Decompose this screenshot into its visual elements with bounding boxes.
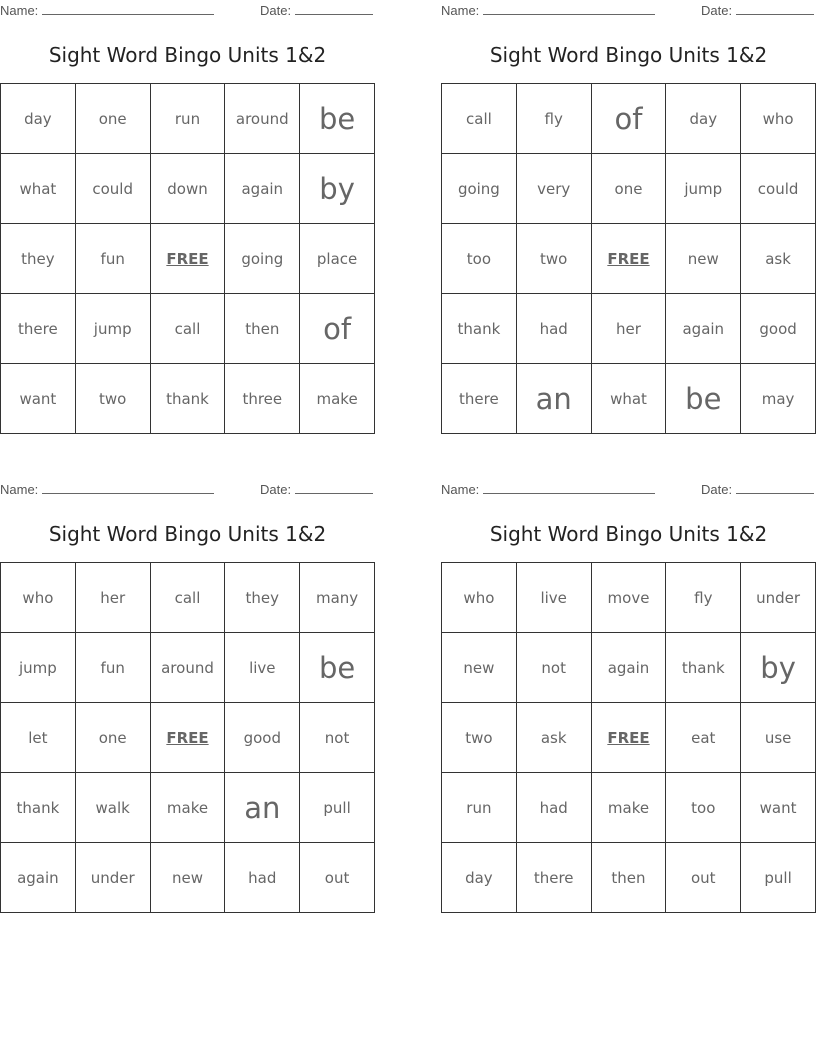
word-cell: of (591, 84, 666, 154)
date-field[interactable] (701, 482, 814, 497)
word-cell: not (516, 633, 591, 703)
card-title: Sight Word Bingo Units 1&2 (489, 522, 768, 546)
word-cell: had (516, 294, 591, 364)
name-line (42, 3, 214, 15)
word-cell: move (591, 563, 666, 633)
word-cell: new (150, 843, 225, 913)
word-cell: one (75, 84, 150, 154)
date-line (736, 3, 814, 15)
word-cell: day (442, 843, 517, 913)
name-field[interactable] (441, 3, 655, 18)
word-cell: want (1, 364, 76, 434)
word-cell: under (75, 843, 150, 913)
word-cell: again (225, 154, 300, 224)
bingo-grid (0, 83, 375, 434)
name-line (483, 482, 655, 494)
bingo-row (442, 224, 816, 294)
word-cell: day (1, 84, 76, 154)
word-cell: may (741, 364, 816, 434)
bingo-row (1, 843, 375, 913)
word-cell: let (1, 703, 76, 773)
bingo-row (1, 773, 375, 843)
word-cell: by (300, 154, 375, 224)
word-cell: not (300, 703, 375, 773)
word-cell: good (741, 294, 816, 364)
word-cell: fly (666, 563, 741, 633)
bingo-row (1, 224, 375, 294)
name-label: Name: (0, 3, 39, 18)
name-date-row (0, 3, 375, 19)
word-cell: good (225, 703, 300, 773)
word-cell: walk (75, 773, 150, 843)
free-space-cell: FREE (591, 703, 666, 773)
bingo-row (1, 633, 375, 703)
word-cell: of (300, 294, 375, 364)
word-cell: one (591, 154, 666, 224)
bingo-row (442, 633, 816, 703)
word-cell: jump (666, 154, 741, 224)
bingo-grid (0, 562, 375, 913)
word-cell: three (225, 364, 300, 434)
word-cell: two (75, 364, 150, 434)
word-cell: there (1, 294, 76, 364)
bingo-row (1, 703, 375, 773)
bingo-grid (441, 83, 816, 434)
word-cell: jump (75, 294, 150, 364)
date-label: Date: (701, 3, 733, 18)
word-cell: her (591, 294, 666, 364)
word-cell: her (75, 563, 150, 633)
word-cell: call (442, 84, 517, 154)
date-label: Date: (701, 482, 733, 497)
name-date-row (0, 482, 375, 498)
bingo-row (1, 154, 375, 224)
word-cell: fun (75, 633, 150, 703)
name-date-row (441, 482, 816, 498)
word-cell: down (150, 154, 225, 224)
word-cell: there (442, 364, 517, 434)
bingo-row (1, 364, 375, 434)
bingo-card-2 (441, 0, 816, 440)
word-cell: make (300, 364, 375, 434)
word-cell: new (442, 633, 517, 703)
bingo-row (442, 563, 816, 633)
word-cell: thank (1, 773, 76, 843)
name-field[interactable] (0, 482, 214, 497)
word-cell: thank (442, 294, 517, 364)
word-cell: make (150, 773, 225, 843)
bingo-row (442, 773, 816, 843)
word-cell: fun (75, 224, 150, 294)
word-cell: who (1, 563, 76, 633)
bingo-card-4 (441, 479, 816, 919)
word-cell: then (591, 843, 666, 913)
word-cell: who (741, 84, 816, 154)
word-cell: then (225, 294, 300, 364)
bingo-row (442, 364, 816, 434)
card-title: Sight Word Bingo Units 1&2 (489, 43, 768, 67)
word-cell: they (225, 563, 300, 633)
bingo-grid (441, 562, 816, 913)
date-field[interactable] (260, 3, 373, 18)
word-cell: two (516, 224, 591, 294)
word-cell: who (442, 563, 517, 633)
word-cell: going (225, 224, 300, 294)
word-cell: there (516, 843, 591, 913)
word-cell: around (225, 84, 300, 154)
word-cell: run (442, 773, 517, 843)
bingo-row (442, 84, 816, 154)
bingo-card-1 (0, 0, 375, 440)
word-cell: call (150, 294, 225, 364)
word-cell: too (442, 224, 517, 294)
bingo-row (442, 294, 816, 364)
free-space-cell: FREE (150, 703, 225, 773)
word-cell: under (741, 563, 816, 633)
word-cell: thank (666, 633, 741, 703)
word-cell: many (300, 563, 375, 633)
word-cell: going (442, 154, 517, 224)
bingo-row (442, 703, 816, 773)
word-cell: what (1, 154, 76, 224)
word-cell: an (516, 364, 591, 434)
word-cell: eat (666, 703, 741, 773)
word-cell: jump (1, 633, 76, 703)
word-cell: be (300, 84, 375, 154)
bingo-row (1, 294, 375, 364)
word-cell: want (741, 773, 816, 843)
date-line (295, 3, 373, 15)
name-label: Name: (441, 3, 480, 18)
word-cell: again (591, 633, 666, 703)
free-space-cell: FREE (591, 224, 666, 294)
name-label: Name: (0, 482, 39, 497)
word-cell: pull (741, 843, 816, 913)
word-cell: ask (516, 703, 591, 773)
date-field[interactable] (701, 3, 814, 18)
card-title: Sight Word Bingo Units 1&2 (48, 522, 327, 546)
word-cell: could (75, 154, 150, 224)
word-cell: around (150, 633, 225, 703)
free-space-cell: FREE (150, 224, 225, 294)
bingo-row (1, 563, 375, 633)
word-cell: use (741, 703, 816, 773)
bingo-card-3 (0, 479, 375, 919)
word-cell: call (150, 563, 225, 633)
bingo-row (1, 84, 375, 154)
name-line (42, 482, 214, 494)
word-cell: be (666, 364, 741, 434)
word-cell: day (666, 84, 741, 154)
name-field[interactable] (0, 3, 214, 18)
word-cell: out (666, 843, 741, 913)
word-cell: live (516, 563, 591, 633)
bingo-row (442, 154, 816, 224)
word-cell: had (516, 773, 591, 843)
word-cell: again (666, 294, 741, 364)
word-cell: too (666, 773, 741, 843)
word-cell: two (442, 703, 517, 773)
word-cell: be (300, 633, 375, 703)
word-cell: had (225, 843, 300, 913)
word-cell: pull (300, 773, 375, 843)
name-field[interactable] (441, 482, 655, 497)
name-line (483, 3, 655, 15)
date-field[interactable] (260, 482, 373, 497)
word-cell: by (741, 633, 816, 703)
word-cell: live (225, 633, 300, 703)
name-label: Name: (441, 482, 480, 497)
word-cell: they (1, 224, 76, 294)
bingo-row (442, 843, 816, 913)
word-cell: place (300, 224, 375, 294)
word-cell: out (300, 843, 375, 913)
word-cell: again (1, 843, 76, 913)
word-cell: fly (516, 84, 591, 154)
word-cell: could (741, 154, 816, 224)
card-title: Sight Word Bingo Units 1&2 (48, 43, 327, 67)
date-label: Date: (260, 3, 292, 18)
word-cell: thank (150, 364, 225, 434)
word-cell: ask (741, 224, 816, 294)
word-cell: one (75, 703, 150, 773)
date-line (295, 482, 373, 494)
date-label: Date: (260, 482, 292, 497)
name-date-row (441, 3, 816, 19)
word-cell: an (225, 773, 300, 843)
word-cell: new (666, 224, 741, 294)
word-cell: make (591, 773, 666, 843)
date-line (736, 482, 814, 494)
word-cell: very (516, 154, 591, 224)
word-cell: what (591, 364, 666, 434)
word-cell: run (150, 84, 225, 154)
